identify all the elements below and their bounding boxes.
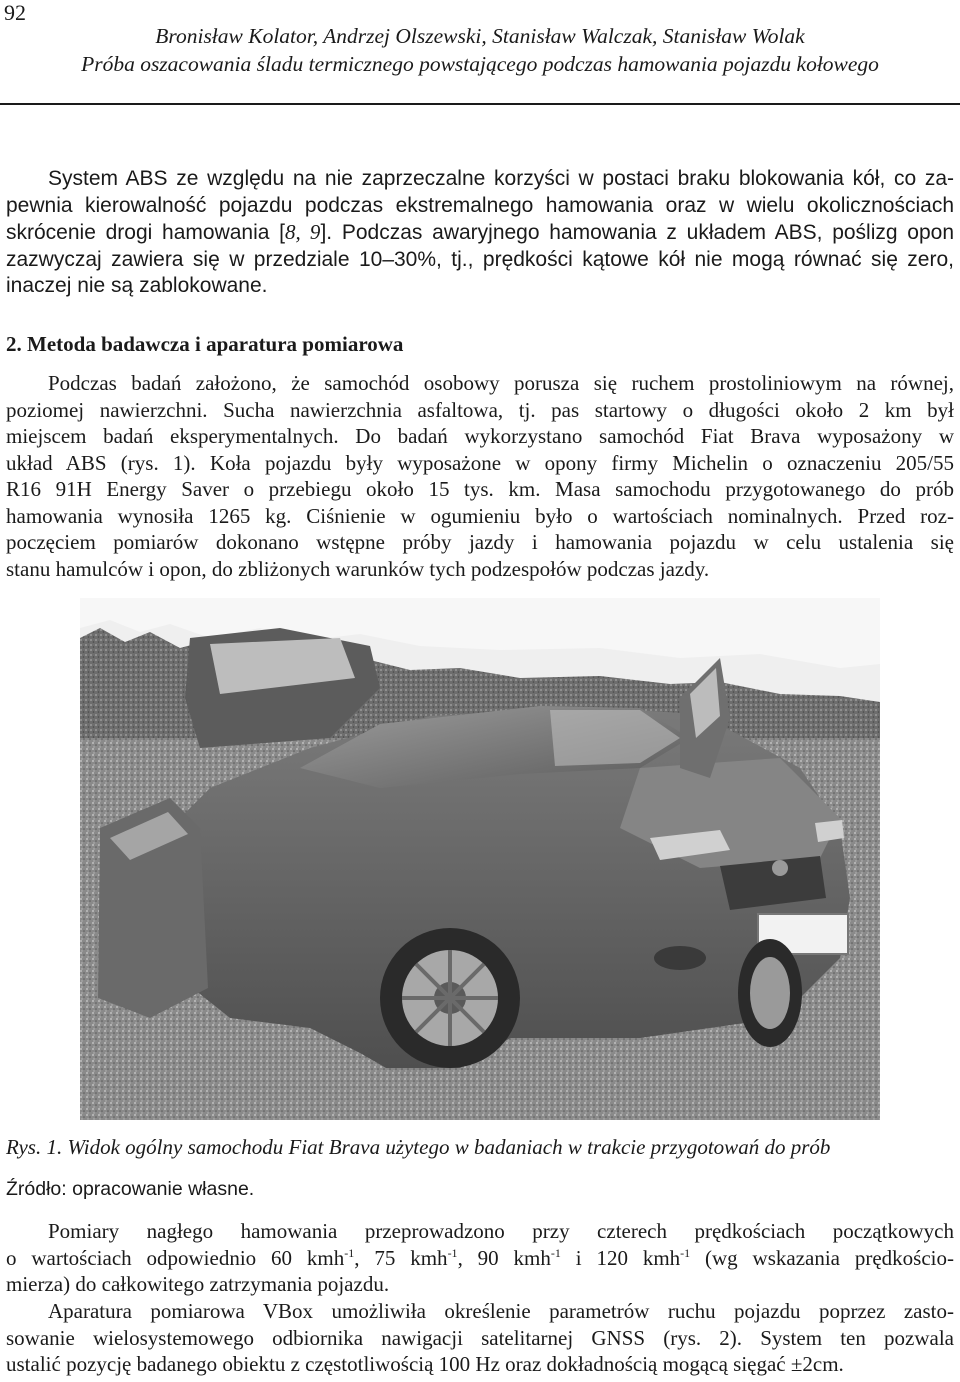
- exponent: -1: [344, 1245, 355, 1260]
- apparatus-paragraph: [6, 1298, 954, 1378]
- paragraph-line: R16 91H Energy Saver o przebiegu około 15 tys. km. Masa samochodu przygotowanego do prób: [6, 477, 954, 501]
- paragraph-line: poziomej nawierzchni. Sucha nawierzchnia asfaltowa, tj. pas startowy o długości około 2 km był: [6, 397, 954, 422]
- section-heading: 2. Metoda badawcza i aparatura pomiarowa: [6, 332, 404, 356]
- car-photo-image: [80, 598, 880, 1120]
- text-fragment: , 90 kmh: [457, 1245, 551, 1270]
- paragraph-line: miejscem badań eksperymentalnych. Do badań wykorzystano samochód Fiat Brava wyposażony w: [6, 424, 954, 448]
- text-fragment: i 120 kmh: [560, 1245, 681, 1270]
- page-number: 92: [4, 0, 26, 25]
- header-title: Próba oszacowania śladu termicznego powstającego podczas hamowania pojazdu kołowego: [81, 52, 879, 76]
- paragraph-line: Podczas badań założono, że samochód osobowy porusza się ruchem prostoliniowym na równej,: [48, 371, 954, 395]
- exponent: -1: [447, 1245, 458, 1260]
- text-fragment: (wg wskazania prędkościo-: [690, 1245, 955, 1270]
- paragraph-line: Pomiary nagłego hamowania przeprowadzono przy czterech prędkościach początkowych: [48, 1219, 954, 1243]
- text-fragment: , 75 kmh: [354, 1245, 448, 1270]
- paragraph-line: mierza) do całkowitego zatrzymania pojazdu.: [6, 1272, 390, 1296]
- text-fragment: skrócenie drogi hamowania [: [6, 221, 286, 244]
- citation: 8, 9: [285, 220, 321, 244]
- paragraph-line: hamowania wynosiła 1265 kg. Ciśnienie w ogumieniu było o wartościach nominalnych. Przed roz-: [6, 503, 954, 528]
- text-fragment: o wartościach odpowiednio 60 kmh: [6, 1245, 345, 1270]
- header-rule: [0, 103, 960, 105]
- paragraph-line: System ABS ze względu na nie zaprzeczalne korzyści w postaci braku blokowania kół, co za-: [48, 167, 954, 190]
- figure-caption: Rys. 1. Widok ogólny samochodu Fiat Brava użytego w badaniach w trakcie przygotowań do prób: [6, 1135, 831, 1159]
- paragraph-line: ustalić pozycję badanego obiektu z częstotliwością 100 Hz oraz dokładnością mogącą sięgać ±2cm.: [6, 1352, 844, 1376]
- paragraph-line: sowanie wielosystemowego odbiornika nawigacji satelitarnej GNSS (rys. 2). System ten pozwala: [6, 1325, 954, 1350]
- paragraph-line: inaczej nie są zablokowane.: [6, 274, 268, 297]
- figure-source: Źródło: opracowanie własne.: [6, 1178, 255, 1200]
- car-photo: [80, 598, 880, 1120]
- measure-paragraph: [6, 1218, 954, 1298]
- exponent: -1: [550, 1245, 561, 1260]
- paragraph-line: układ ABS (rys. 1). Koła pojazdu były wyposażone w opony firmy Michelin o oznaczeniu 205/55: [6, 450, 954, 475]
- abs-paragraph: [6, 166, 954, 300]
- paragraph-line: stanu hamulców i opon, do zbliżonych warunków tych podzespołów podczas jazdy.: [6, 556, 710, 581]
- text-fragment: ].: [320, 221, 333, 244]
- header-authors: Bronisław Kolator, Andrzej Olszewski, Stanisław Walczak, Stanisław Wolak: [155, 24, 805, 48]
- text-fragment: Podczas awaryjnego hamowania z układem ABS, poślizg opon: [341, 221, 955, 244]
- paragraph-line: poczęciem pomiarów dokonano wstępne próby jazdy i hamowania pojazdu w celu ustalenia się: [6, 530, 954, 554]
- paragraph-line: [6, 1245, 954, 1272]
- paragraph-line: zazwyczaj zawiera się w przedziale 10–30%, tj., prędkości kątowe kół nie mogą równać się zero,: [6, 247, 954, 271]
- exponent: -1: [680, 1245, 691, 1260]
- paragraph-line: [6, 219, 954, 247]
- paragraph-line: pewnia kierowalność pojazdu podczas ekstremalnego hamowania oraz w wielu okolicznościach: [6, 193, 954, 217]
- method-paragraph: [6, 370, 954, 582]
- paragraph-line: Aparatura pomiarowa VBox umożliwiła określenie parametrów ruchu pojazdu poprzez zasto-: [48, 1299, 954, 1323]
